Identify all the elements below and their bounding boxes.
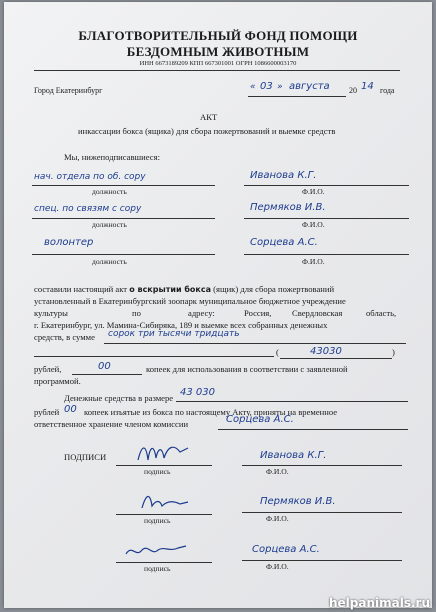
document-page <box>4 2 432 608</box>
program-label: программой. <box>34 376 81 386</box>
sign-fio-2-caption: Ф.И.О. <box>266 514 289 523</box>
signatures-label: ПОДПИСИ <box>64 452 107 462</box>
fio-1-line <box>244 185 409 186</box>
act-title: АКТ <box>200 112 218 122</box>
fio-2-caption: Ф.И.О. <box>302 220 325 229</box>
fio-2: Пермяков И.В. <box>250 202 326 213</box>
body-line3-c: адресу: <box>188 308 215 318</box>
sum-words: сорок три тысячи тридцать <box>108 329 240 339</box>
fio-1-caption: Ф.И.О. <box>302 187 325 196</box>
signatories-intro: Мы, нижеподписавшиеся: <box>64 152 160 162</box>
custody-line: ответственное хранение членом комиссии <box>34 419 189 429</box>
sign-fio-1-line <box>242 465 402 466</box>
rubles-label: рублей, <box>34 364 62 374</box>
cash-rest: копеек изъятые из бокса по настоящему Акту, приняты на временное <box>84 407 338 417</box>
position-2-line <box>32 218 215 219</box>
sign-1-line <box>116 465 212 466</box>
cash-kop: 00 <box>64 404 77 415</box>
body-line5: средств, в сумме <box>34 332 95 342</box>
date-day: 03 <box>260 81 273 92</box>
sum-digits-close: ) <box>392 347 395 357</box>
date-month: августа <box>289 81 330 92</box>
sign-fio-3: Сорцева А.С. <box>252 544 320 555</box>
fio-1: Иванова К.Г. <box>250 170 317 181</box>
sign-fio-3-caption: Ф.И.О. <box>266 562 289 571</box>
body-line3-e: Свердловская <box>292 308 343 318</box>
date-year-prefix: 20 <box>349 86 357 95</box>
signature-1 <box>134 440 194 466</box>
body-line3 <box>34 308 404 318</box>
date-close-quote: » <box>277 82 283 92</box>
header-divider <box>34 70 400 71</box>
position-3-line <box>32 254 215 255</box>
kopecks-text: копеек для использования в соответствии с заявленной <box>146 364 348 374</box>
sign-3-line <box>116 562 212 563</box>
sum-digits-line <box>280 358 392 359</box>
signature-2 <box>136 490 196 516</box>
position-3: волонтер <box>44 237 94 248</box>
cash-line: Денежные средства в размере <box>64 393 174 403</box>
cash-amount-line <box>176 401 408 402</box>
body-line1-a: составили настоящий акт <box>34 284 128 294</box>
custody-name: Сорцева А.С. <box>226 414 294 425</box>
sum-words-line <box>104 343 406 344</box>
fio-3-line <box>244 254 409 255</box>
sign-fio-1: Иванова К.Г. <box>260 450 327 461</box>
org-requisites: ИНН 6673189209 КПП 667301001 ОГРН 1086600003170 <box>139 60 297 67</box>
sign-fio-2: Пермяков И.В. <box>260 496 336 507</box>
fio-3: Сорцева А.С. <box>250 237 318 248</box>
body-line3-b: по <box>132 308 141 318</box>
position-1-caption: должность <box>92 187 127 196</box>
kopecks-line <box>72 374 142 375</box>
body-line1-bold: о вскрытии бокса <box>129 285 211 294</box>
body-line1 <box>34 284 334 294</box>
watermark: helpanimals.ru <box>328 596 430 610</box>
act-subtitle: инкассации бокса (ящика) для сбора пожертвований и выемке средств <box>78 126 336 136</box>
city-label: Город Екатеринбург <box>34 86 103 95</box>
sum-digits: 43030 <box>310 346 342 357</box>
sign-2-line <box>116 514 212 515</box>
cash-amount: 43 030 <box>180 387 215 398</box>
sign-2-caption: подпись <box>144 516 171 525</box>
cash-rub: рублей <box>34 407 60 417</box>
sum-words-line2 <box>34 356 274 357</box>
date-underline <box>248 96 346 97</box>
date-year-word: года <box>380 86 395 95</box>
position-2: спец. по связям с сору <box>34 204 142 214</box>
sign-fio-2-line <box>242 512 402 513</box>
position-1: нач. отдела по об. сору <box>34 172 146 182</box>
fio-3-caption: Ф.И.О. <box>302 257 325 266</box>
body-line1-b: (ящик) для сбора пожертвований <box>213 284 335 294</box>
sign-3-caption: подпись <box>144 564 171 573</box>
sign-fio-1-caption: Ф.И.О. <box>266 467 289 476</box>
date-year-suffix: 14 <box>361 81 374 92</box>
body-line3-a: культуры <box>34 308 68 318</box>
position-3-caption: должность <box>92 257 127 266</box>
custody-line-underline <box>218 429 408 430</box>
org-title-line1: БЛАГОТВОРИТЕЛЬНЫЙ ФОНД ПОМОЩИ <box>78 28 358 43</box>
body-line2: установленный в Екатеринбургский зоопарк муниципальное бюджетное учреждение <box>34 296 346 306</box>
position-2-caption: должность <box>92 220 127 229</box>
signature-3 <box>122 538 192 564</box>
org-title-line2: БЕЗДОМНЫМ ЖИВОТНЫМ <box>126 44 310 59</box>
body-line3-d: Россия, <box>244 308 272 318</box>
fio-2-line <box>244 218 409 219</box>
kopecks-value: 00 <box>98 361 111 372</box>
date-open-quote: « <box>250 82 256 92</box>
sign-fio-3-line <box>242 560 402 561</box>
sign-1-caption: подпись <box>144 467 171 476</box>
position-1-line <box>32 185 215 186</box>
body-line4: г. Екатеринбург, ул. Мамина-Сибиряка, 189 и выемке всех собранных денежных <box>34 320 328 330</box>
sum-digits-open: ( <box>276 347 279 357</box>
body-line3-f: область, <box>366 308 397 318</box>
